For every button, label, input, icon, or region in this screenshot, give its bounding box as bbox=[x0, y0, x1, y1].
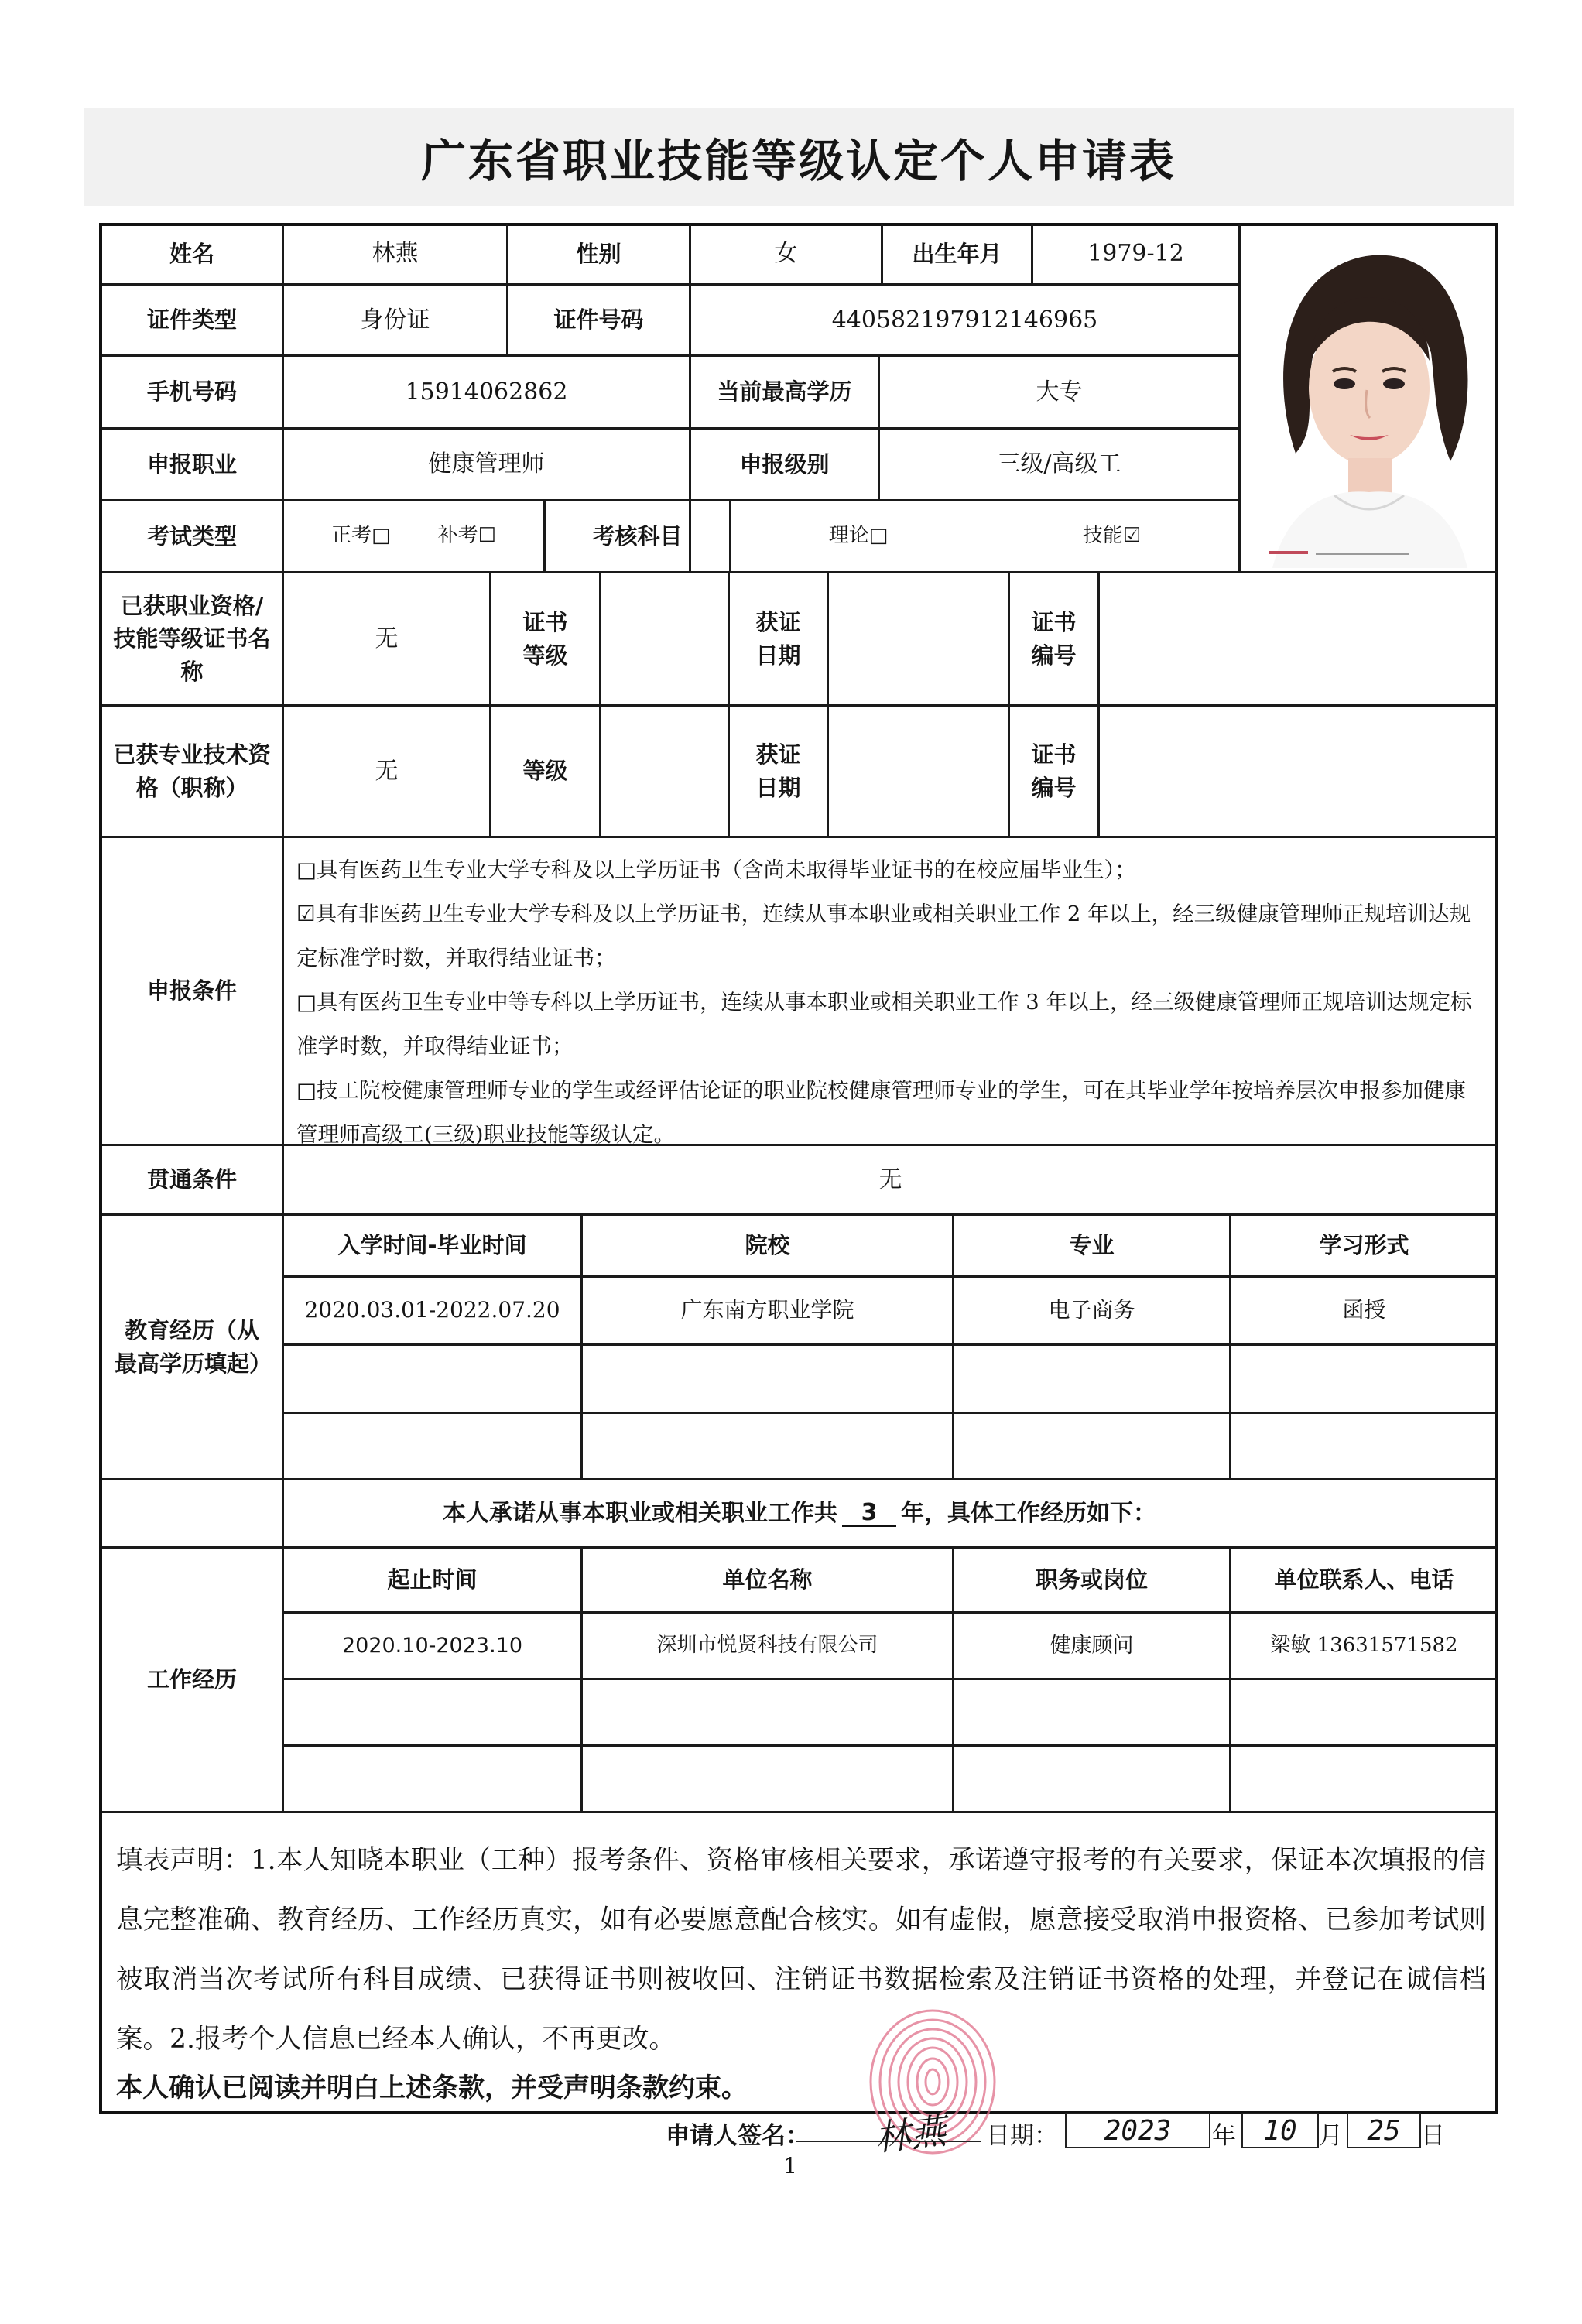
row-line bbox=[282, 1678, 1497, 1680]
occupation-label: 申报职业 bbox=[146, 450, 237, 477]
cert-no-label: 证书编号 bbox=[1031, 609, 1077, 669]
through-value: 无 bbox=[878, 1165, 902, 1193]
phone-label: 手机号码 bbox=[146, 378, 237, 406]
name-label: 姓名 bbox=[169, 240, 214, 267]
edu-cell-major: 电子商务 bbox=[1048, 1297, 1135, 1323]
edu-cell-time: 2020.03.01-2022.07.20 bbox=[304, 1297, 560, 1323]
conditions-list bbox=[296, 848, 1481, 1157]
id-type-value: 身份证 bbox=[360, 306, 430, 334]
edu-cell-school: 广东南方职业学院 bbox=[680, 1297, 854, 1323]
day-unit: 日 bbox=[1421, 2122, 1445, 2150]
exam-makeup-checkbox[interactable]: 补考☐ bbox=[437, 524, 496, 548]
edu-label: 当前最高学历 bbox=[717, 378, 852, 406]
birth-label: 出生年月 bbox=[912, 240, 1002, 267]
cert-name-label: 已获职业资格/技能等级证书名称 bbox=[113, 593, 271, 685]
page-number: 1 bbox=[783, 2153, 797, 2179]
work-header-period: 起止时间 bbox=[387, 1566, 478, 1593]
date-label: 日期： bbox=[986, 2122, 1058, 2150]
name-value: 林燕 bbox=[372, 240, 419, 268]
row-line bbox=[102, 836, 1497, 838]
subject-options bbox=[731, 501, 1238, 571]
work-cell-contact: 梁敏 13631571582 bbox=[1270, 1633, 1458, 1657]
signature-label: 申请人签名： bbox=[666, 2122, 810, 2150]
month-unit: 月 bbox=[1319, 2122, 1343, 2150]
education-label: 教育经历（从最高学历填起） bbox=[115, 1317, 272, 1377]
condition-item[interactable]: □具有医药卫生专业大学专科及以上学历证书（含尚未取得毕业证书的在校应届毕业生）； bbox=[296, 857, 1136, 882]
work-cell-period: 2020.10-2023.10 bbox=[341, 1633, 523, 1658]
work-cell-company: 深圳市悦贤科技有限公司 bbox=[656, 1633, 878, 1657]
edu-cell-mode: 函授 bbox=[1342, 1297, 1386, 1323]
col-line bbox=[1097, 571, 1100, 836]
id-no-label: 证件号码 bbox=[553, 306, 644, 334]
conditions-label: 申报条件 bbox=[146, 977, 237, 1005]
col-line bbox=[827, 571, 829, 836]
row-line bbox=[282, 1412, 1497, 1414]
title-label: 已获专业技术资格（职称） bbox=[113, 741, 271, 801]
year-unit: 年 bbox=[1212, 2122, 1236, 2150]
portrait-image bbox=[1241, 229, 1494, 568]
signature-handwriting: 林燕 bbox=[872, 2110, 948, 2159]
edu-header-mode: 学习形式 bbox=[1319, 1232, 1409, 1259]
cert-level-label: 证书等级 bbox=[522, 609, 568, 669]
condition-item[interactable]: □技工院校健康管理师专业的学生或经评估论证的职业院校健康管理师专业的学生，可在其毕业学年按培养层次申报参加健康管理师高级工(三级)职业技能等级认定。 bbox=[296, 1078, 1466, 1147]
condition-item[interactable]: ☑具有非医药卫生专业大学专科及以上学历证书，连续从事本职业或相关职业工作 2 年以上，经三级健康管理师正规培训达规定标准学时数，并取得结业证书； bbox=[296, 902, 1471, 970]
exam-normal-checkbox[interactable]: 正考□ bbox=[331, 524, 391, 548]
birth-value: 1979-12 bbox=[1087, 240, 1184, 268]
condition-item[interactable]: □具有医药卫生专业中等专科以上学历证书，连续从事本职业或相关职业工作 3 年以上，经三级健康管理师正规培训达规定标准学时数，并取得结业证书； bbox=[296, 990, 1472, 1059]
exam-type-label: 考试类型 bbox=[146, 522, 237, 549]
edu-value: 大专 bbox=[1036, 378, 1083, 406]
title-band bbox=[84, 108, 1514, 206]
promise-years: 3 bbox=[842, 1500, 896, 1527]
date-month-box: 10 bbox=[1241, 2113, 1319, 2148]
title-level-label: 等级 bbox=[522, 758, 568, 785]
col-line bbox=[1238, 224, 1241, 571]
exam-type-options bbox=[284, 501, 543, 571]
occupation-value: 健康管理师 bbox=[428, 450, 545, 478]
work-header-contact: 单位联系人、电话 bbox=[1274, 1566, 1454, 1593]
level-label: 申报级别 bbox=[739, 450, 830, 477]
edu-header-time: 入学时间-毕业时间 bbox=[337, 1232, 527, 1259]
cert-date-label: 获证日期 bbox=[755, 609, 801, 669]
row-line bbox=[102, 1811, 1497, 1813]
row-line bbox=[282, 1744, 1497, 1747]
promise-suffix: 年，具体工作经历如下： bbox=[901, 1499, 1156, 1527]
work-promise bbox=[102, 1480, 1497, 1546]
date-year-box: 2023 bbox=[1065, 2113, 1210, 2148]
work-header-position: 职务或岗位 bbox=[1035, 1566, 1148, 1593]
subject-theory-checkbox[interactable]: 理论□ bbox=[828, 524, 889, 548]
date-day-box: 25 bbox=[1347, 2113, 1421, 2148]
through-label: 贯通条件 bbox=[146, 1166, 237, 1193]
promise-prefix: 本人承诺从事本职业或相关职业工作共 bbox=[443, 1499, 837, 1527]
title-no-label: 证书编号 bbox=[1031, 741, 1077, 801]
declaration-text: 填表声明：1.本人知晓本职业（工种）报考条件、资格审核相关要求，承诺遵守报考的有关要求，保证本次填报的信息完整准确、教育经历、工作经历真实，如有必要愿意配合核实。如有虚假，愿意接受取消申报资格、已参加考试则被取消当次考试所有科目成绩、已获得证书则被收回、注销证书数据检索及注销证书资格的处理，并登记在诚信档案。2.报考个人信息已经本人确认，不再更改。 bbox=[116, 1845, 1486, 2055]
id-no-value: 440582197912146965 bbox=[831, 306, 1098, 334]
title-date-label: 获证日期 bbox=[755, 741, 801, 801]
form-title: 广东省职业技能等级认定个人申请表 bbox=[420, 135, 1176, 187]
work-label: 工作经历 bbox=[146, 1666, 237, 1693]
phone-value: 15914062862 bbox=[405, 378, 568, 406]
work-cell-position: 健康顾问 bbox=[1050, 1633, 1134, 1658]
col-line bbox=[599, 571, 601, 836]
title-value: 无 bbox=[375, 757, 399, 785]
applicant-photo bbox=[1241, 229, 1494, 568]
declaration-confirm: 本人确认已阅读并明白上述条款，并受声明条款约束。 bbox=[116, 2072, 748, 2103]
work-header-company: 单位名称 bbox=[722, 1566, 813, 1593]
gender-label: 性别 bbox=[576, 240, 622, 267]
level-value: 三级/高级工 bbox=[997, 450, 1121, 478]
subject-skill-checkbox[interactable]: 技能☑ bbox=[1082, 524, 1142, 548]
edu-header-school: 院校 bbox=[745, 1232, 790, 1259]
id-type-label: 证件类型 bbox=[146, 306, 237, 334]
cert-name-value: 无 bbox=[375, 625, 399, 652]
gender-value: 女 bbox=[774, 240, 798, 268]
edu-header-major: 专业 bbox=[1069, 1232, 1115, 1259]
row-line bbox=[282, 1343, 1497, 1346]
subject-label: 考核科目 bbox=[592, 522, 683, 549]
